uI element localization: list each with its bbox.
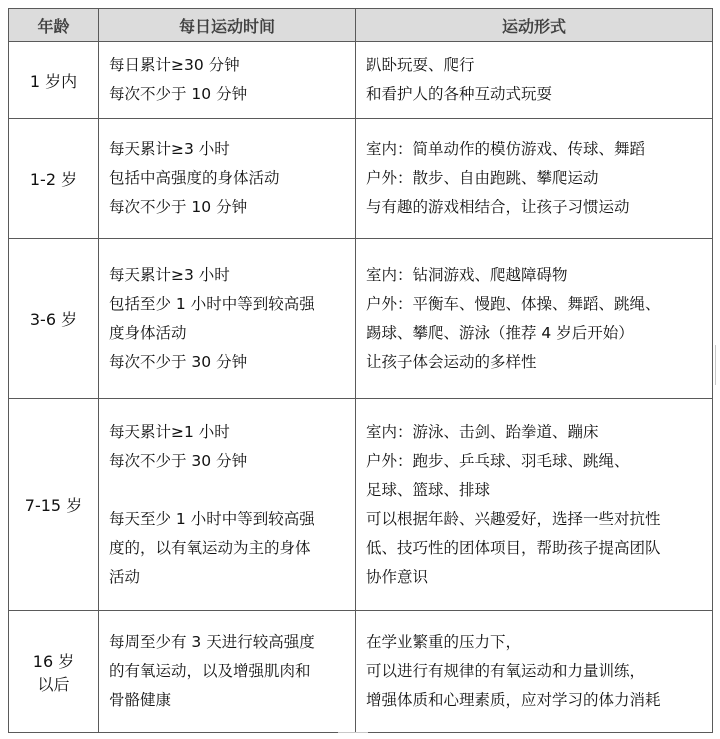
form-line: 让孩子体会运动的多样性 [366,352,537,371]
time-line: 活动 [109,567,141,586]
form-line: 户外：散步、自由跑跳、攀爬运动 [366,169,599,187]
form-line: 户外：跑步、乒乓球、羽毛球、跳绳、 [366,451,630,470]
time-line: 每次不少于 10 分钟 [109,198,248,216]
form-line: 室内：游泳、击剑、跆拳道、蹦床 [366,422,599,441]
time-line: 的有氧运动，以及增强肌肉和 [109,662,311,680]
table-row [9,239,713,399]
time-line: 每日累计≥30 分钟 [109,56,240,74]
time-line: 每天累计≥3 小时 [109,265,230,284]
form-line: 室内：钻洞游戏、爬越障碍物 [366,265,568,284]
time-line: 度身体活动 [109,323,187,342]
time-line: 每天累计≥1 小时 [109,422,230,441]
table-row [9,611,713,733]
header-row [9,9,713,42]
time-line: 骨骼健康 [109,691,172,709]
age-cell: 3-6 岁 [9,239,99,399]
form-line: 低、技巧性的团体项目，帮助孩子提高团队 [366,538,661,557]
age-cell [9,611,99,733]
form-line: 增强体质和心理素质，应对学习的体力消耗 [366,691,661,709]
age-cell: 7-15 岁 [9,399,99,611]
daily-time-cell [99,239,356,399]
exercise-form-cell [356,119,713,239]
table-row [9,119,713,239]
table-row [9,42,713,119]
form-line: 在学业繁重的压力下， [366,633,522,651]
form-line: 协作意识 [366,567,429,586]
time-line: 包括至少 1 小时中等到较高强 [109,294,315,313]
daily-time-cell [99,42,356,119]
age-line: 以后 [37,674,70,694]
header-daily-time: 每日运动时间 [99,9,356,42]
form-line: 室内：简单动作的模仿游戏、传球、舞蹈 [366,140,646,158]
spacer [109,476,349,505]
daily-time-cell [99,611,356,733]
form-line: 和看护人的各种互动式玩耍 [366,85,553,103]
exercise-form-cell [356,42,713,119]
table-row [9,399,713,611]
age-cell: 1-2 岁 [9,119,99,239]
form-line: 与有趣的游戏相结合，让孩子习惯运动 [366,198,630,216]
time-line: 包括中高强度的身体活动 [109,169,280,187]
form-line: 可以根据年龄、兴趣爱好，选择一些对抗性 [366,509,661,528]
form-line: 踢球、攀爬、游泳（推荐 4 岁后开始） [366,323,634,342]
time-line: 每周至少有 3 天进行较高强度 [109,633,315,651]
form-line: 可以进行有规律的有氧运动和力量训练， [366,662,646,680]
daily-time-cell [99,119,356,239]
time-line: 每天至少 1 小时中等到较高强 [109,509,315,528]
form-line: 户外：平衡车、慢跑、体操、舞蹈、跳绳、 [366,294,661,313]
header-age: 年龄 [9,9,99,42]
time-line: 每天累计≥3 小时 [109,140,230,158]
exercise-form-cell [356,399,713,611]
exercise-form-cell [356,239,713,399]
form-line: 足球、篮球、排球 [366,480,491,499]
header-exercise-form: 运动形式 [356,9,713,42]
form-line: 趴卧玩耍、爬行 [366,56,475,74]
age-line: 16 岁 [32,651,75,671]
time-line: 每次不少于 10 分钟 [109,85,248,103]
age-cell: 1 岁内 [9,42,99,119]
exercise-form-cell [356,611,713,733]
time-line: 度的，以有氧运动为主的身体 [109,538,311,557]
time-line: 每次不少于 30 分钟 [109,352,248,371]
time-line: 每次不少于 30 分钟 [109,451,248,470]
scrollbar-edge[interactable] [715,345,720,385]
daily-time-cell [99,399,356,611]
exercise-guidelines-table [8,8,713,733]
